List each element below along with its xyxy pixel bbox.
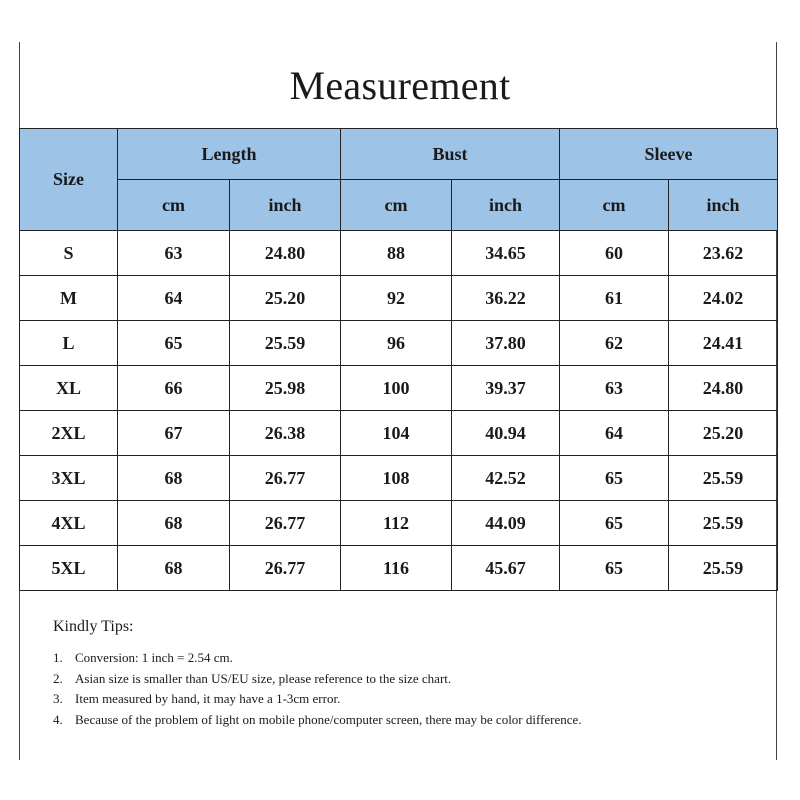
tip-text: Item measured by hand, it may have a 1-3cm error. <box>75 691 341 706</box>
value-cell: 65 <box>560 501 669 546</box>
page-title: Measurement <box>289 63 511 108</box>
value-cell: 24.80 <box>230 231 341 276</box>
value-cell: 25.20 <box>669 411 778 456</box>
tip-number: 2. <box>53 670 63 686</box>
tips-title: Kindly Tips: <box>53 618 134 635</box>
value-cell: 26.77 <box>230 501 341 546</box>
value-cell: 96 <box>341 321 452 366</box>
table-row <box>20 231 778 276</box>
value-cell: 37.80 <box>452 321 560 366</box>
tip-item <box>53 669 593 690</box>
sleeve-header: Sleeve <box>560 129 778 180</box>
tip-text: Because of the problem of light on mobile phone/computer screen, there may be color difference. <box>75 711 582 727</box>
value-cell: 25.98 <box>230 366 341 411</box>
value-cell: 64 <box>118 276 230 321</box>
size-chart-table <box>19 128 778 591</box>
tips-section <box>53 618 593 730</box>
value-cell: 66 <box>118 366 230 411</box>
unit-header: cm <box>118 180 230 231</box>
value-cell: 64 <box>560 411 669 456</box>
unit-header: cm <box>341 180 452 231</box>
value-cell: 26.77 <box>230 456 341 501</box>
value-cell: 25.59 <box>669 456 778 501</box>
value-cell: 68 <box>118 546 230 591</box>
value-cell: 40.94 <box>452 411 560 456</box>
value-cell: 45.67 <box>452 546 560 591</box>
value-cell: 100 <box>341 366 452 411</box>
value-cell: 24.02 <box>669 276 778 321</box>
value-cell: 26.77 <box>230 546 341 591</box>
tip-item <box>53 689 593 710</box>
value-cell: 63 <box>560 366 669 411</box>
tip-number: 1. <box>53 650 63 665</box>
value-cell: 25.59 <box>230 321 341 366</box>
value-cell: 23.62 <box>669 231 778 276</box>
unit-header: inch <box>452 180 560 231</box>
size-cell: XL <box>20 366 118 411</box>
value-cell: 24.41 <box>669 321 778 366</box>
value-cell: 36.22 <box>452 276 560 321</box>
value-cell: 25.20 <box>230 276 341 321</box>
value-cell: 65 <box>560 546 669 591</box>
size-cell: L <box>20 321 118 366</box>
table-body <box>20 231 778 591</box>
value-cell: 68 <box>118 501 230 546</box>
size-cell: 3XL <box>20 456 118 501</box>
value-cell: 112 <box>341 501 452 546</box>
value-cell: 68 <box>118 456 230 501</box>
tip-item <box>53 648 593 669</box>
tip-number: 3. <box>53 691 63 706</box>
table-row <box>20 456 778 501</box>
value-cell: 65 <box>118 321 230 366</box>
table-row <box>20 546 778 591</box>
value-cell: 62 <box>560 321 669 366</box>
size-cell: 5XL <box>20 546 118 591</box>
tip-item <box>53 710 593 731</box>
value-cell: 25.59 <box>669 501 778 546</box>
unit-header: inch <box>669 180 778 231</box>
value-cell: 61 <box>560 276 669 321</box>
value-cell: 42.52 <box>452 456 560 501</box>
value-cell: 24.80 <box>669 366 778 411</box>
value-cell: 67 <box>118 411 230 456</box>
size-cell: M <box>20 276 118 321</box>
value-cell: 60 <box>560 231 669 276</box>
tips-list <box>53 648 593 730</box>
value-cell: 39.37 <box>452 366 560 411</box>
tip-number: 4. <box>53 711 63 727</box>
unit-header: cm <box>560 180 669 231</box>
size-cell: S <box>20 231 118 276</box>
unit-header: inch <box>230 180 341 231</box>
value-cell: 116 <box>341 546 452 591</box>
length-header: Length <box>118 129 341 180</box>
bust-header: Bust <box>341 129 560 180</box>
value-cell: 104 <box>341 411 452 456</box>
value-cell: 92 <box>341 276 452 321</box>
table-row <box>20 411 778 456</box>
table-row <box>20 366 778 411</box>
size-cell: 4XL <box>20 501 118 546</box>
value-cell: 44.09 <box>452 501 560 546</box>
value-cell: 63 <box>118 231 230 276</box>
tip-text: Conversion: 1 inch = 2.54 cm. <box>75 650 233 665</box>
value-cell: 25.59 <box>669 546 778 591</box>
value-cell: 65 <box>560 456 669 501</box>
table-row <box>20 276 778 321</box>
tip-text: Asian size is smaller than US/EU size, please reference to the size chart. <box>75 670 452 686</box>
value-cell: 108 <box>341 456 452 501</box>
size-cell: 2XL <box>20 411 118 456</box>
table-row <box>20 321 778 366</box>
value-cell: 88 <box>341 231 452 276</box>
table-row <box>20 501 778 546</box>
value-cell: 34.65 <box>452 231 560 276</box>
size-header: Size <box>20 129 118 231</box>
value-cell: 26.38 <box>230 411 341 456</box>
